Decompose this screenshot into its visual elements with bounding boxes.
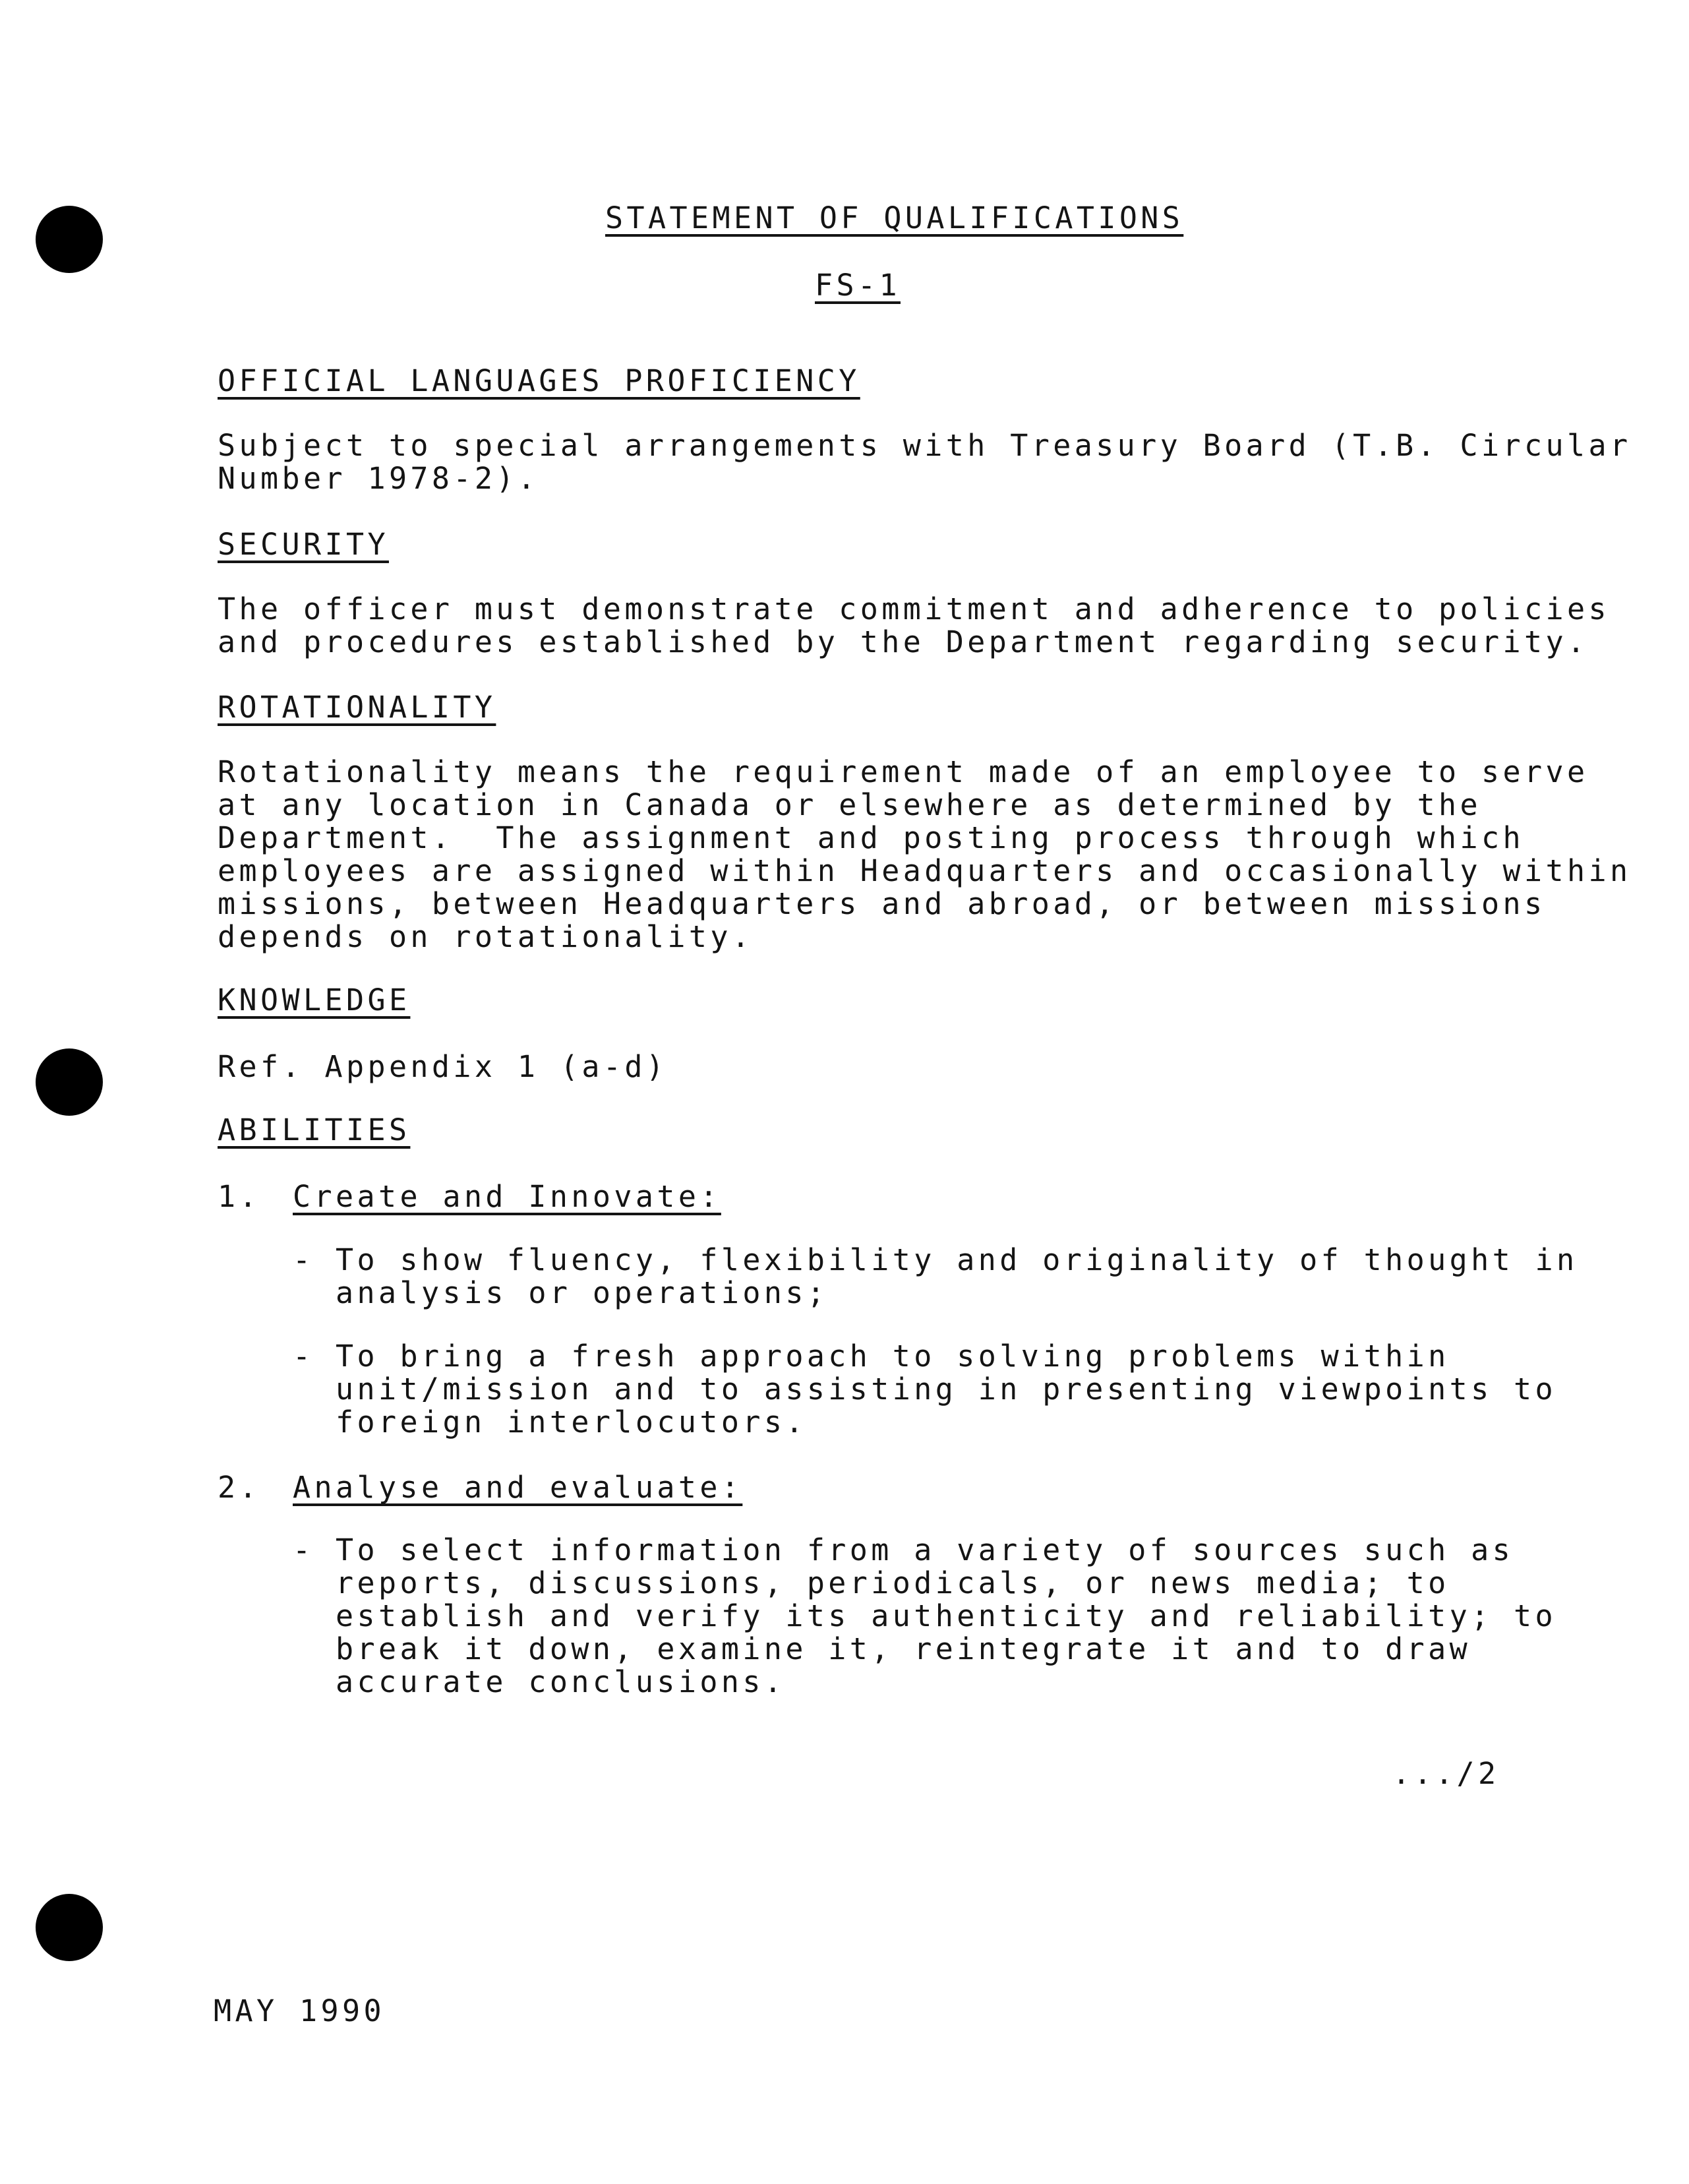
ability-bullet xyxy=(293,1340,1556,1439)
section-body-rotationality xyxy=(218,756,1632,954)
text-line: establish and verify its authenticity and reliability; to xyxy=(293,1598,1557,1633)
section-body-security xyxy=(218,593,1610,659)
punch-hole-top xyxy=(36,206,103,273)
text-line: at any location in Canada or elsewhere as determined by the xyxy=(218,787,1482,822)
text-line: Subject to special arrangements with Treasury Board (T.B. Circular xyxy=(218,428,1632,463)
text-line: Number 1978-2). xyxy=(218,461,539,496)
document-date: MAY 1990 xyxy=(214,1993,385,2028)
continuation-marker: .../2 xyxy=(1392,1756,1500,1791)
section-body-languages xyxy=(218,429,1632,495)
section-heading-abilities: ABILITIES xyxy=(218,1112,411,1147)
section-heading-security: SECURITY xyxy=(218,527,389,562)
punch-hole-middle xyxy=(36,1048,103,1116)
text-line: break it down, examine it, reintegrate it and to draw xyxy=(293,1631,1471,1666)
ability-title-create-innovate: Create and Innovate: xyxy=(293,1179,721,1214)
text-line: - To bring a fresh approach to solving problems within xyxy=(293,1339,1450,1374)
text-line: Rotationality means the requirement made of an employee to serve xyxy=(218,754,1589,789)
text-line: missions, between Headquarters and abroad, or between missions xyxy=(218,886,1546,921)
ability-number: 2. xyxy=(218,1470,260,1505)
text-line: employees are assigned within Headquarters and occasionally within xyxy=(218,853,1632,888)
page-title: STATEMENT OF QUALIFICATIONS xyxy=(605,200,1184,235)
text-line: Department. The assignment and posting process through which xyxy=(218,820,1525,855)
ability-title-analyse-evaluate: Analyse and evaluate: xyxy=(293,1470,743,1505)
section-heading-rotationality: ROTATIONALITY xyxy=(218,690,496,725)
ability-bullet xyxy=(293,1244,1578,1310)
text-line: reports, discussions, periodicals, or news media; to xyxy=(293,1565,1450,1600)
text-line: foreign interlocutors. xyxy=(293,1405,807,1440)
ability-number: 1. xyxy=(218,1179,260,1214)
text-line: - To show fluency, flexibility and originality of thought in xyxy=(293,1242,1578,1277)
text-line: accurate conclusions. xyxy=(293,1664,786,1699)
section-heading-knowledge: KNOWLEDGE xyxy=(218,983,411,1017)
text-line: - To select information from a variety of sources such as xyxy=(293,1532,1514,1567)
ability-bullet xyxy=(293,1534,1556,1699)
text-line: analysis or operations; xyxy=(293,1275,829,1310)
punch-hole-bottom xyxy=(36,1894,103,1961)
text-line: depends on rotationality. xyxy=(218,919,754,954)
section-heading-languages: OFFICIAL LANGUAGES PROFICIENCY xyxy=(218,363,860,398)
text-line: unit/mission and to assisting in presenting viewpoints to xyxy=(293,1372,1557,1407)
page-subtitle: FS-1 xyxy=(815,268,901,303)
text-line: The officer must demonstrate commitment and adherence to policies xyxy=(218,592,1610,626)
text-line: and procedures established by the Department regarding security. xyxy=(218,624,1589,659)
section-body-knowledge: Ref. Appendix 1 (a-d) xyxy=(218,1049,668,1084)
